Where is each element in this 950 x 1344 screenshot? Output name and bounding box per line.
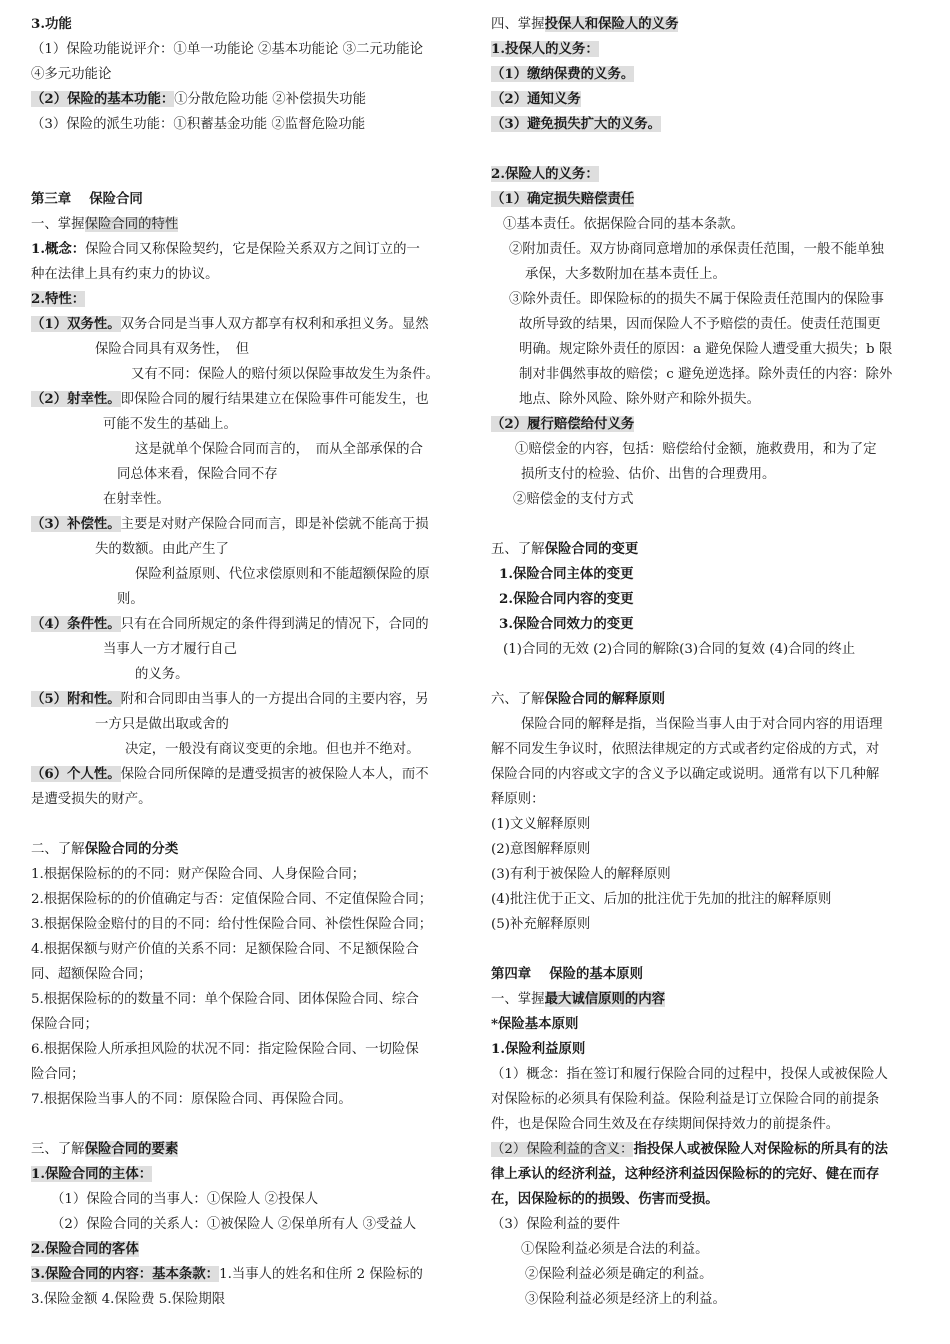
list-item: 7.根据保险当事人的不同：原保险合同、再保险合同。 <box>31 1092 352 1107</box>
list-item: (5)补充解释原则 <box>491 917 591 932</box>
text-line <box>491 37 923 62</box>
text-line: 失的数额。由此产生了 <box>95 542 229 557</box>
text-span: 即保险合同的履行结果建立在保险事件可能发生，也 <box>120 392 429 407</box>
text-line <box>31 762 461 787</box>
section-heading <box>491 12 923 37</box>
list-item: 保险合同； <box>31 1017 98 1032</box>
text-span: 保险合同又称保险契约，它是保险关系双方之间订立的一 <box>85 242 420 257</box>
section-heading <box>31 1137 461 1162</box>
left-column <box>31 12 461 1312</box>
text-line: （2）保险合同的关系人：①被保险人 ②保单所有人 ③受益人 <box>51 1217 417 1232</box>
text-line: (1)合同的无效 (2)合同的解除(3)合同的复效 (4)合同的终止 <box>503 642 856 657</box>
text-line: 明确。规定除外责任的原因：a 避免保险人遭受重大损失；b 限 <box>519 342 893 357</box>
text-line: 种在法律上具有约束力的协议。 <box>31 267 219 282</box>
list-item: (2)意图解释原则 <box>491 842 591 857</box>
text-line: 可能不发生的基础上。 <box>103 417 237 432</box>
text-line: 件，也是保险合同生效及在存续期间保持效力的前提条件。 <box>491 1117 840 1132</box>
highlighted-label: （4）条件性。 <box>31 616 121 632</box>
text-line <box>31 1237 461 1262</box>
list-item: 2.根据保险标的的价值确定与否：定值保险合同、不定值保险合同； <box>31 892 433 907</box>
spacer <box>31 1112 461 1137</box>
section-heading <box>491 987 923 1012</box>
highlighted-label: 3.保险合同的内容：基本条款： <box>31 1266 220 1282</box>
list-item: (4)批注优于正文、后加的批注优于先加的批注的解释原则 <box>491 892 832 907</box>
text-line: 对保险标的必须具有保险利益。保险利益是订立保险合同的前提条 <box>491 1092 880 1107</box>
text-line <box>31 87 461 112</box>
text-line <box>31 687 461 712</box>
list-item: ③保险利益必须是经济上的利益。 <box>525 1292 726 1307</box>
text-line: 承保，大多数附加在基本责任上。 <box>525 267 726 282</box>
text-span: 一、掌握 <box>491 992 545 1007</box>
text-line: ③除外责任。即保险标的的损失不属于保险责任范围内的保险事 <box>509 292 884 307</box>
list-item: 2.保险合同内容的变更 <box>499 591 634 607</box>
text-line: （1）概念：指在签订和履行保险合同的过程中，投保人或被保险人 <box>491 1067 888 1082</box>
highlighted-label: （1）确定损失赔偿责任 <box>491 191 635 207</box>
text-line: 在射幸性。 <box>103 492 170 507</box>
text-span: ①分散危险功能 ②补偿损失功能 <box>174 92 366 107</box>
text-line: 解不同发生争议时，依照法律规定的方式或者约定俗成的方式，对 <box>491 742 880 757</box>
text-line: （1）保险合同的当事人：①保险人 ②投保人 <box>51 1192 319 1207</box>
text-line: 在，因保险标的的损毁、伤害而受损。 <box>491 1191 719 1207</box>
text-line: 故所导致的结果，因而保险人不予赔偿的责任。使责任范围更 <box>519 317 881 332</box>
text-span: 五、了解 <box>491 542 545 557</box>
text-line: 当事人一方才履行自己 <box>103 642 237 657</box>
text-span: 只有在合同所规定的条件得到满足的情况下，合同的 <box>120 617 429 632</box>
text-line <box>31 1262 461 1287</box>
chapter-title: 第四章 保险的基本原则 <box>491 966 643 982</box>
bold-label: 1.概念： <box>31 241 86 257</box>
text-line: 又有不同：保险人的赔付须以保险事故发生为条件。 <box>131 367 439 382</box>
list-item: 1.根据保险标的的不同：财产保险合同、人身保险合同； <box>31 867 366 882</box>
text-line <box>491 1137 923 1162</box>
text-line: ②附加责任。双方协商同意增加的承保责任范围，一般不能单独 <box>509 242 884 257</box>
section-heading <box>491 687 923 712</box>
text-line: 保险利益原则、代位求偿原则和不能超额保险的原 <box>135 567 430 582</box>
text-span: 附和合同即由当事人的一方提出合同的主要内容，另 <box>120 692 429 707</box>
text-line: 制对非偶然事故的赔偿；c 避免逆选择。除外责任的内容：除外 <box>519 367 893 382</box>
bold-text: 保险合同的解释原则 <box>544 691 666 707</box>
text-span: 一、掌握 <box>31 217 85 232</box>
section-heading: 3.功能 <box>31 16 72 32</box>
text-line <box>31 612 461 637</box>
chapter-title: 第三章 保险合同 <box>31 191 143 207</box>
highlighted-label: （1）双务性。 <box>31 316 121 332</box>
highlighted-label: 1.保险合同的主体： <box>31 1166 153 1182</box>
text-line: （1）保险功能说评介：①单一功能论 ②基本功能论 ③二元功能论 <box>31 42 423 57</box>
list-item: 1.保险合同主体的变更 <box>499 566 634 582</box>
list-item: 险合同； <box>31 1067 85 1082</box>
spacer <box>491 137 923 162</box>
text-line: （3）保险的派生功能：①积蓄基金功能 ②监督危险功能 <box>31 117 366 132</box>
highlighted-label: （2）履行赔偿给付义务 <box>491 416 635 432</box>
spacer <box>31 812 461 837</box>
list-item: 5.根据保险标的的数量不同：单个保险合同、团体保险合同、综合 <box>31 992 419 1007</box>
text-line: 释原则： <box>491 792 545 807</box>
text-line <box>31 512 461 537</box>
text-line: 保险合同具有双务性， 但 <box>95 342 249 357</box>
list-item: 同、超额保险合同； <box>31 967 152 982</box>
highlighted-label: （2）保险的基本功能： <box>31 91 175 107</box>
text-line: 这是就单个保险合同而言的， 而从全部承保的合 <box>135 442 423 457</box>
text-line: 是遭受损失的财产。 <box>31 792 152 807</box>
spacer <box>31 137 461 162</box>
text-line <box>31 1162 461 1187</box>
text-span: 三、了解 <box>31 1142 85 1157</box>
section-heading <box>491 537 923 562</box>
text-line: 一方只是做出取或舍的 <box>95 717 229 732</box>
highlighted-label: （3）补偿性。 <box>31 516 121 532</box>
highlighted-text: 最大诚信原则的内容 <box>544 991 666 1007</box>
text-line: 3.保险金额 4.保险费 5.保险期限 <box>31 1292 226 1307</box>
text-line: 损所支付的检验、估价、出售的合理费用。 <box>521 467 776 482</box>
highlighted-label: （3）避免损失扩大的义务。 <box>491 116 662 132</box>
highlighted-label: （6）个人性。 <box>31 766 121 782</box>
text-span: 1.当事人的姓名和住所 2 保险标的 <box>219 1267 423 1282</box>
list-item: 3.根据保险金赔付的目的不同：给付性保险合同、补偿性保险合同； <box>31 917 433 932</box>
text-line: 则。 <box>117 592 144 607</box>
text-line: 保险合同的内容或文字的含义予以确定或说明。通常有以下几种解 <box>491 767 880 782</box>
text-line <box>491 162 923 187</box>
right-column <box>491 12 923 1312</box>
list-item: ②保险利益必须是确定的利益。 <box>525 1267 713 1282</box>
highlighted-text: 保险合同的特性 <box>84 217 179 232</box>
text-line <box>491 187 923 212</box>
text-span: 二、了解 <box>31 842 85 857</box>
list-item: (3)有利于被保险人的解释原则 <box>491 867 671 882</box>
bold-text: 指投保人或被保险人对保险标的所具有的法 <box>633 1141 888 1157</box>
highlighted-label: （1）缴纳保费的义务。 <box>491 66 635 82</box>
list-item: 3.保险合同效力的变更 <box>499 616 634 632</box>
section-heading <box>31 837 461 862</box>
highlighted-text: 保险合同的要素 <box>84 1141 179 1157</box>
bold-text: 保险合同的变更 <box>544 541 639 557</box>
text-line: 同总体来看，保险合同不存 <box>117 467 278 482</box>
highlighted-label: （2）保险利益的含义： <box>491 1142 634 1157</box>
text-span: 双务合同是当事人双方都享有权利和承担义务。显然 <box>120 317 429 332</box>
text-line: 1.保险利益原则 <box>491 1041 586 1057</box>
text-line <box>31 237 461 262</box>
text-line: 决定，一般没有商议变更的余地。但也并不绝对。 <box>125 742 420 757</box>
highlighted-label: 2.保险合同的客体 <box>31 1241 139 1257</box>
text-line: ④多元功能论 <box>31 67 112 82</box>
text-line: *保险基本原则 <box>491 1016 579 1032</box>
list-item: (1)文义解释原则 <box>491 817 591 832</box>
bold-text: 保险合同的分类 <box>84 841 179 857</box>
text-line: 保险合同的解释是指，当保险当事人由于对合同内容的用语理 <box>521 717 883 732</box>
highlighted-label: 1.投保人的义务： <box>491 41 599 57</box>
text-line: （3）保险利益的要件 <box>491 1217 621 1232</box>
text-line <box>491 112 923 137</box>
highlighted-text: 投保人和保险人的义务 <box>544 16 679 32</box>
text-line <box>31 387 461 412</box>
section-heading <box>31 212 461 237</box>
spacer <box>491 937 923 962</box>
spacer <box>31 162 461 187</box>
text-line <box>491 62 923 87</box>
text-line: 律上承认的经济利益，这种经济利益因保险标的的完好、健在而存 <box>491 1166 880 1182</box>
text-line: 的义务。 <box>135 667 189 682</box>
spacer <box>491 662 923 687</box>
highlighted-label: （5）附和性。 <box>31 691 121 707</box>
text-line: 地点、除外风险、除外财产和除外损失。 <box>519 392 761 407</box>
highlighted-label: 2.特性： <box>31 291 86 307</box>
text-span: 六、了解 <box>491 692 545 707</box>
text-span: 四、掌握 <box>491 17 545 32</box>
highlighted-label: （2）通知义务 <box>491 91 581 107</box>
text-line: ②赔偿金的支付方式 <box>513 492 634 507</box>
list-item: ①保险利益必须是合法的利益。 <box>521 1242 709 1257</box>
text-line <box>491 412 923 437</box>
text-line: ①赔偿金的内容，包括：赔偿给付金额，施救费用，和为了定 <box>515 442 877 457</box>
highlighted-label: （2）射幸性。 <box>31 391 121 407</box>
text-span: 主要是对财产保险合同而言，即是补偿就不能高于损 <box>120 517 429 532</box>
highlighted-label: 2.保险人的义务： <box>491 166 599 182</box>
text-line <box>31 312 461 337</box>
text-line <box>31 287 461 312</box>
list-item: 6.根据保险人所承担风险的状况不同：指定险保险合同、一切险保 <box>31 1042 419 1057</box>
spacer <box>491 512 923 537</box>
text-span: 保险合同所保障的是遭受损害的被保险人本人，而不 <box>120 767 429 782</box>
text-line <box>491 87 923 112</box>
list-item: 4.根据保额与财产价值的关系不同：足额保险合同、不足额保险合 <box>31 942 419 957</box>
text-line: ①基本责任。依据保险合同的基本条款。 <box>503 217 745 232</box>
